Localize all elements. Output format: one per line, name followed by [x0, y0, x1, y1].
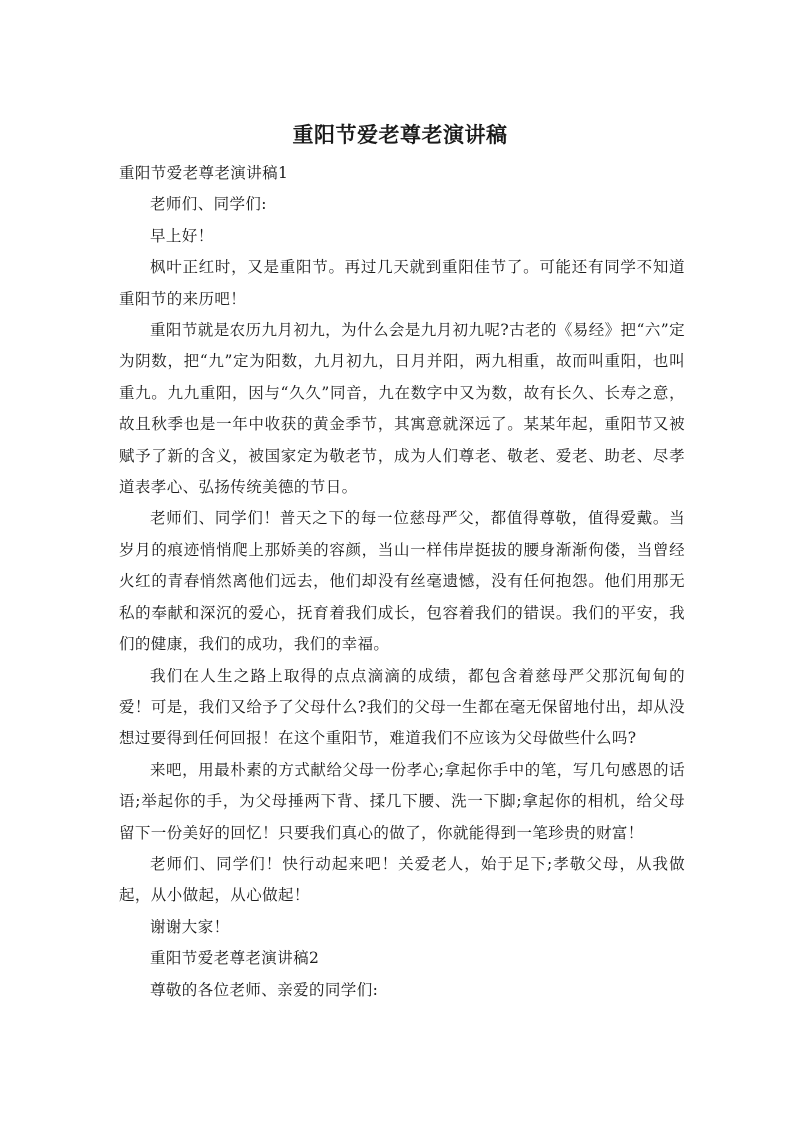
paragraph: 重阳节就是农历九月初九，为什么会是九月初九呢?古老的《易经》把“六”定为阴数，把“九”定为阳数，九月初九，日月并阳，两九相重，故而叫重阳，也叫重九。九九重阳，因与“久久”同音，九在数字中又为数，故有长久、长寿之意，故且秋季也是一年中收获的黄金季节，其寓意就深远了。某某年起，重阳节又被赋予了新的含义，被国家定为敬老节，成为人们尊老、敬老、爱老、助老、尽孝道表孝心、弘扬传统美德的节日。 [119, 321, 685, 497]
paragraph: 来吧，用最朴素的方式献给父母一份孝心;拿起你手中的笔，写几句感恩的话语;举起你的手，为父母捶两下背、揉几下腰、洗一下脚;拿起你的相机，给父母留下一份美好的回忆！只要我们真心的做了，你就能得到一笔珍贵的财富！ [119, 760, 685, 842]
paragraph: 重阳节爱老尊老演讲稿2 [150, 949, 320, 968]
paragraph: 重阳节爱老尊老演讲稿1 [119, 164, 289, 182]
paragraph: 早上好！ [150, 226, 214, 245]
document-title: 重阳节爱老尊老演讲稿 [292, 123, 508, 147]
paragraph: 枫叶正红时，又是重阳节。再过几天就到重阳佳节了。可能还有同学不知道重阳节的来历吧！ [119, 258, 685, 308]
document-body [119, 158, 685, 1006]
paragraph: 老师们、同学们！快行动起来吧！关爱老人，始于足下;孝敬父母，从我做起，从小做起，从心做起！ [119, 854, 685, 905]
paragraph: 老师们、同学们: [150, 195, 267, 214]
paragraph: 我们在人生之路上取得的点点滴滴的成绩，都包含着慈母严父那沉甸甸的爱！可是，我们又给予了父母什么?我们的父母一生都在毫无保留地付出，却从没想过要得到任何回报！在这个重阳节，难道我们不应该为父母做些什么吗? [119, 666, 685, 748]
paragraph: 尊敬的各位老师、亲爱的同学们: [150, 980, 379, 999]
paragraph: 谢谢大家！ [150, 917, 230, 936]
paragraph: 老师们、同学们！普天之下的每一位慈母严父，都值得尊敬，值得爱戴。当岁月的痕迹悄悄爬上那娇美的容颜，当山一样伟岸挺拔的腰身渐渐佝偻，当曾经火红的青春悄然离他们远去，他们却没有丝毫遗憾，没有任何抱怨。他们用那无私的奉献和深沉的爱心，抚育着我们成长，包容着我们的错误。我们的平安，我们的健康，我们的成功，我们的幸福。 [119, 509, 685, 654]
